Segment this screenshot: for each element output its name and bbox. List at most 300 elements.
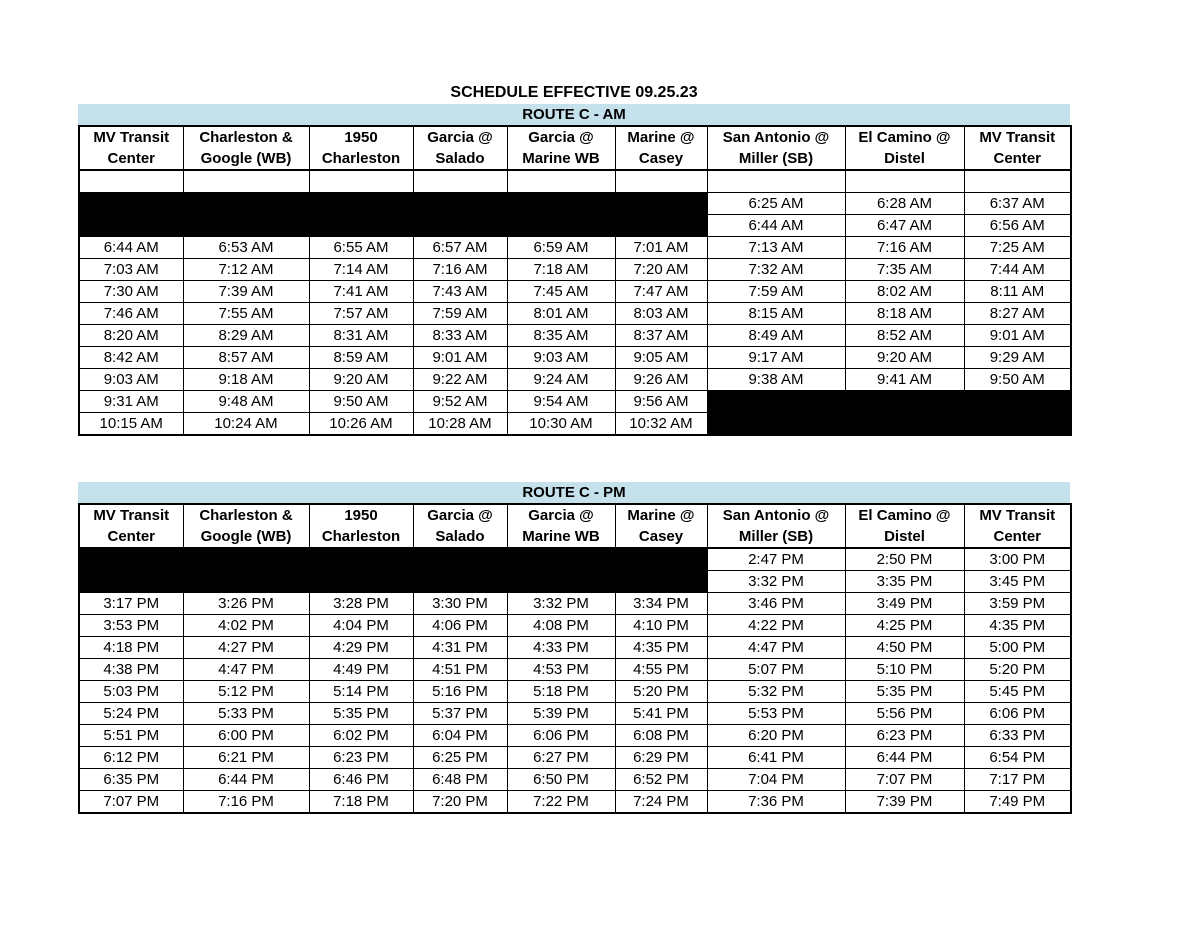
time-cell: 3:53 PM [79,615,183,637]
time-cell: 7:16 AM [845,237,964,259]
time-cell: 6:44 PM [845,747,964,769]
time-cell: 3:32 PM [507,593,615,615]
time-cell: 9:52 AM [413,391,507,413]
time-cell: 9:20 AM [309,369,413,391]
time-cell: 5:37 PM [413,703,507,725]
time-cell: 3:59 PM [964,593,1071,615]
no-service-cell [79,571,183,593]
time-cell [413,170,507,193]
time-cell: 6:00 PM [183,725,309,747]
no-service-cell [79,215,183,237]
time-cell: 6:06 PM [507,725,615,747]
column-header [413,504,507,548]
time-cell [615,170,707,193]
time-cell: 5:39 PM [507,703,615,725]
time-cell: 7:30 AM [79,281,183,303]
table-row [79,681,1071,703]
table-row [79,615,1071,637]
time-cell: 5:20 PM [964,659,1071,681]
no-service-cell [413,215,507,237]
time-cell: 3:45 PM [964,571,1071,593]
time-cell: 7:16 AM [413,259,507,281]
time-cell: 2:50 PM [845,548,964,571]
time-cell: 9:54 AM [507,391,615,413]
time-cell: 4:29 PM [309,637,413,659]
column-header-line: El Camino @ [858,507,951,524]
time-cell: 7:32 AM [707,259,845,281]
time-cell: 8:27 AM [964,303,1071,325]
time-cell: 6:37 AM [964,193,1071,215]
table-row [79,791,1071,814]
time-cell: 4:35 PM [964,615,1071,637]
time-cell: 7:45 AM [507,281,615,303]
time-cell: 6:56 AM [964,215,1071,237]
time-cell: 6:12 PM [79,747,183,769]
time-cell: 7:22 PM [507,791,615,814]
column-header [615,126,707,170]
time-cell: 6:08 PM [615,725,707,747]
time-cell: 9:17 AM [707,347,845,369]
time-cell: 4:08 PM [507,615,615,637]
column-header-line: Google (WB) [200,150,292,167]
route-c-am-schedule [78,104,1070,436]
no-service-cell [183,548,309,571]
column-header-line: Casey [638,150,684,167]
column-header-line: Center [993,528,1041,545]
column-header-line: Garcia @ [528,129,594,146]
time-cell: 6:41 PM [707,747,845,769]
column-header [507,504,615,548]
time-cell: 5:12 PM [183,681,309,703]
time-cell: 7:04 PM [707,769,845,791]
time-cell: 8:11 AM [964,281,1071,303]
time-cell: 5:35 PM [845,681,964,703]
time-cell: 7:43 AM [413,281,507,303]
time-cell: 8:31 AM [309,325,413,347]
no-service-cell [507,548,615,571]
time-cell: 6:02 PM [309,725,413,747]
table-row [79,571,1071,593]
time-cell: 4:47 PM [707,637,845,659]
time-cell: 8:52 AM [845,325,964,347]
time-cell: 7:13 AM [707,237,845,259]
no-service-cell [964,413,1071,436]
no-service-cell [507,215,615,237]
time-cell: 7:55 AM [183,303,309,325]
no-service-cell [615,193,707,215]
time-cell: 4:33 PM [507,637,615,659]
time-cell: 7:07 PM [845,769,964,791]
time-cell: 4:55 PM [615,659,707,681]
time-cell: 9:31 AM [79,391,183,413]
column-header-line: Marine @ [627,129,695,146]
time-cell: 5:20 PM [615,681,707,703]
column-header-line: MV Transit [979,507,1056,524]
time-cell: 8:57 AM [183,347,309,369]
column-header-line: Casey [638,528,684,545]
table-row [79,303,1071,325]
no-service-cell [845,413,964,436]
table-row [79,725,1071,747]
no-service-cell [615,215,707,237]
time-cell: 5:33 PM [183,703,309,725]
table-row [79,391,1071,413]
column-header [309,504,413,548]
time-cell: 8:01 AM [507,303,615,325]
time-cell: 4:02 PM [183,615,309,637]
no-service-cell [413,571,507,593]
time-cell: 7:01 AM [615,237,707,259]
time-cell: 8:02 AM [845,281,964,303]
column-header-line: Google (WB) [200,528,292,545]
time-cell: 7:25 AM [964,237,1071,259]
no-service-cell [507,193,615,215]
time-cell: 7:35 AM [845,259,964,281]
column-header-line: Distel [884,150,925,167]
no-service-cell [79,548,183,571]
column-header-line: 1950 [344,507,378,524]
column-header [615,504,707,548]
time-cell: 7:18 PM [309,791,413,814]
time-cell: 4:49 PM [309,659,413,681]
time-cell: 6:23 PM [309,747,413,769]
time-cell: 6:59 AM [507,237,615,259]
column-header-line: Marine WB [522,528,600,545]
time-cell: 7:47 AM [615,281,707,303]
time-cell: 8:49 AM [707,325,845,347]
time-cell: 5:32 PM [707,681,845,703]
time-cell: 6:21 PM [183,747,309,769]
time-cell: 7:46 AM [79,303,183,325]
column-header [507,126,615,170]
time-cell: 7:57 AM [309,303,413,325]
time-cell: 6:27 PM [507,747,615,769]
column-header-line: San Antonio @ [722,507,830,524]
time-cell: 8:35 AM [507,325,615,347]
no-service-cell [309,193,413,215]
route-c-am-table [78,125,1072,436]
column-header-line: Garcia @ [528,507,594,524]
time-cell: 7:18 AM [507,259,615,281]
time-cell: 9:50 AM [964,369,1071,391]
time-cell: 7:14 AM [309,259,413,281]
time-cell: 5:16 PM [413,681,507,703]
no-service-cell [413,193,507,215]
column-header-line: Garcia @ [427,507,493,524]
column-header-line: Charleston [321,528,401,545]
time-cell: 6:47 AM [845,215,964,237]
time-cell: 7:03 AM [79,259,183,281]
time-cell: 7:16 PM [183,791,309,814]
time-cell: 6:28 AM [845,193,964,215]
time-cell: 6:04 PM [413,725,507,747]
column-header [845,504,964,548]
time-cell: 8:20 AM [79,325,183,347]
time-cell: 10:26 AM [309,413,413,436]
time-cell: 9:26 AM [615,369,707,391]
time-cell: 2:47 PM [707,548,845,571]
time-cell: 5:41 PM [615,703,707,725]
time-cell: 9:05 AM [615,347,707,369]
column-header [183,126,309,170]
time-cell: 10:28 AM [413,413,507,436]
time-cell [707,170,845,193]
time-cell: 8:37 AM [615,325,707,347]
table-row [79,593,1071,615]
time-cell: 8:59 AM [309,347,413,369]
column-header [309,126,413,170]
column-header-line: El Camino @ [858,129,951,146]
time-cell: 7:44 AM [964,259,1071,281]
column-header [845,126,964,170]
column-header-line: Garcia @ [427,129,493,146]
table-row [79,215,1071,237]
time-cell: 6:46 PM [309,769,413,791]
route-c-pm-table [78,503,1072,814]
time-cell: 4:27 PM [183,637,309,659]
time-cell: 3:46 PM [707,593,845,615]
time-cell: 5:35 PM [309,703,413,725]
column-header-line: Salado [435,150,485,167]
route-c-pm-schedule [78,482,1070,814]
time-cell: 6:50 PM [507,769,615,791]
column-header [964,126,1071,170]
time-cell: 4:53 PM [507,659,615,681]
time-cell: 6:44 AM [707,215,845,237]
column-header-line: MV Transit [93,129,170,146]
no-service-cell [309,571,413,593]
time-cell [309,170,413,193]
no-service-cell [707,413,845,436]
no-service-cell [707,391,845,413]
time-cell: 3:49 PM [845,593,964,615]
table-row [79,347,1071,369]
time-cell: 7:41 AM [309,281,413,303]
column-header-line: Charleston [321,150,401,167]
time-cell: 7:07 PM [79,791,183,814]
time-cell: 4:47 PM [183,659,309,681]
table-row [79,659,1071,681]
column-header-line: Charleston & [199,507,293,524]
table-row [79,259,1071,281]
column-header [79,504,183,548]
table-row [79,637,1071,659]
time-cell: 6:33 PM [964,725,1071,747]
time-cell: 3:00 PM [964,548,1071,571]
time-cell: 10:24 AM [183,413,309,436]
column-header [79,126,183,170]
time-cell: 9:38 AM [707,369,845,391]
time-cell: 6:25 PM [413,747,507,769]
time-cell: 10:15 AM [79,413,183,436]
table-row [79,237,1071,259]
column-header-line: Distel [884,528,925,545]
no-service-cell [183,571,309,593]
time-cell: 6:52 PM [615,769,707,791]
column-header-line: Charleston & [199,129,293,146]
time-cell: 5:10 PM [845,659,964,681]
time-cell: 4:35 PM [615,637,707,659]
route-c-am-label: ROUTE C - AM [78,104,1070,125]
time-cell: 6:44 PM [183,769,309,791]
time-cell: 4:31 PM [413,637,507,659]
column-header-line: Marine @ [627,507,695,524]
time-cell: 4:51 PM [413,659,507,681]
time-cell: 5:53 PM [707,703,845,725]
time-cell: 8:03 AM [615,303,707,325]
no-service-cell [183,193,309,215]
time-cell [183,170,309,193]
time-cell: 7:39 PM [845,791,964,814]
time-cell: 4:25 PM [845,615,964,637]
time-cell: 7:59 AM [707,281,845,303]
time-cell: 5:51 PM [79,725,183,747]
time-cell: 6:25 AM [707,193,845,215]
no-service-cell [615,571,707,593]
no-service-cell [309,215,413,237]
no-service-cell [183,215,309,237]
table-row [79,548,1071,571]
table-row [79,747,1071,769]
time-cell: 9:56 AM [615,391,707,413]
time-cell: 5:00 PM [964,637,1071,659]
time-cell: 3:17 PM [79,593,183,615]
column-header-line: San Antonio @ [722,129,830,146]
time-cell: 7:36 PM [707,791,845,814]
time-cell: 8:42 AM [79,347,183,369]
time-cell: 4:06 PM [413,615,507,637]
time-cell: 8:18 AM [845,303,964,325]
time-cell: 9:50 AM [309,391,413,413]
column-header [413,126,507,170]
time-cell: 6:29 PM [615,747,707,769]
table-row [79,703,1071,725]
column-header [183,504,309,548]
time-cell: 7:24 PM [615,791,707,814]
time-cell: 3:34 PM [615,593,707,615]
time-cell: 6:35 PM [79,769,183,791]
time-cell: 5:14 PM [309,681,413,703]
time-cell: 5:24 PM [79,703,183,725]
time-cell: 8:15 AM [707,303,845,325]
no-service-cell [615,548,707,571]
time-cell: 8:29 AM [183,325,309,347]
column-header-line: MV Transit [979,129,1056,146]
time-cell: 10:30 AM [507,413,615,436]
no-service-cell [79,193,183,215]
time-cell: 9:03 AM [507,347,615,369]
column-header-line: Center [107,150,155,167]
time-cell: 9:22 AM [413,369,507,391]
time-cell: 7:49 PM [964,791,1071,814]
column-header [707,126,845,170]
column-header-line: Miller (SB) [738,150,814,167]
time-cell: 6:53 AM [183,237,309,259]
no-service-cell [964,391,1071,413]
time-cell: 4:10 PM [615,615,707,637]
table-row [79,281,1071,303]
time-cell: 4:50 PM [845,637,964,659]
time-cell: 7:17 PM [964,769,1071,791]
route-c-pm-label: ROUTE C - PM [78,482,1070,503]
time-cell [845,170,964,193]
no-service-cell [413,548,507,571]
time-cell: 4:38 PM [79,659,183,681]
time-cell: 5:07 PM [707,659,845,681]
time-cell [507,170,615,193]
time-cell: 6:23 PM [845,725,964,747]
no-service-cell [845,391,964,413]
time-cell: 9:41 AM [845,369,964,391]
table-row [79,193,1071,215]
time-cell: 3:26 PM [183,593,309,615]
time-cell: 9:01 AM [413,347,507,369]
time-cell: 4:18 PM [79,637,183,659]
table-row [79,170,1071,193]
time-cell: 9:24 AM [507,369,615,391]
time-cell: 4:22 PM [707,615,845,637]
time-cell: 5:56 PM [845,703,964,725]
time-cell: 3:35 PM [845,571,964,593]
time-cell: 4:04 PM [309,615,413,637]
column-header-line: Marine WB [522,150,600,167]
time-cell: 5:18 PM [507,681,615,703]
column-header-line: Salado [435,528,485,545]
time-cell: 6:48 PM [413,769,507,791]
column-header-line: Miller (SB) [738,528,814,545]
time-cell: 7:59 AM [413,303,507,325]
column-header-line: Center [107,528,155,545]
time-cell: 9:48 AM [183,391,309,413]
time-cell: 6:55 AM [309,237,413,259]
time-cell: 3:28 PM [309,593,413,615]
time-cell: 6:44 AM [79,237,183,259]
time-cell: 9:03 AM [79,369,183,391]
time-cell [79,170,183,193]
time-cell: 7:12 AM [183,259,309,281]
column-header [707,504,845,548]
time-cell: 9:20 AM [845,347,964,369]
time-cell: 7:20 AM [615,259,707,281]
time-cell: 9:18 AM [183,369,309,391]
time-cell: 6:57 AM [413,237,507,259]
time-cell: 6:20 PM [707,725,845,747]
time-cell: 9:29 AM [964,347,1071,369]
table-row [79,413,1071,436]
column-header-line: 1950 [344,129,378,146]
time-cell: 5:45 PM [964,681,1071,703]
time-cell: 8:33 AM [413,325,507,347]
time-cell: 5:03 PM [79,681,183,703]
table-row [79,769,1071,791]
time-cell [964,170,1071,193]
column-header-line: MV Transit [93,507,170,524]
table-row [79,325,1071,347]
no-service-cell [309,548,413,571]
time-cell: 6:54 PM [964,747,1071,769]
no-service-cell [507,571,615,593]
time-cell: 7:39 AM [183,281,309,303]
time-cell: 6:06 PM [964,703,1071,725]
time-cell: 7:20 PM [413,791,507,814]
table-row [79,369,1071,391]
column-header [964,504,1071,548]
time-cell: 10:32 AM [615,413,707,436]
time-cell: 9:01 AM [964,325,1071,347]
time-cell: 3:32 PM [707,571,845,593]
page-title: SCHEDULE EFFECTIVE 09.25.23 [450,84,698,101]
time-cell: 3:30 PM [413,593,507,615]
